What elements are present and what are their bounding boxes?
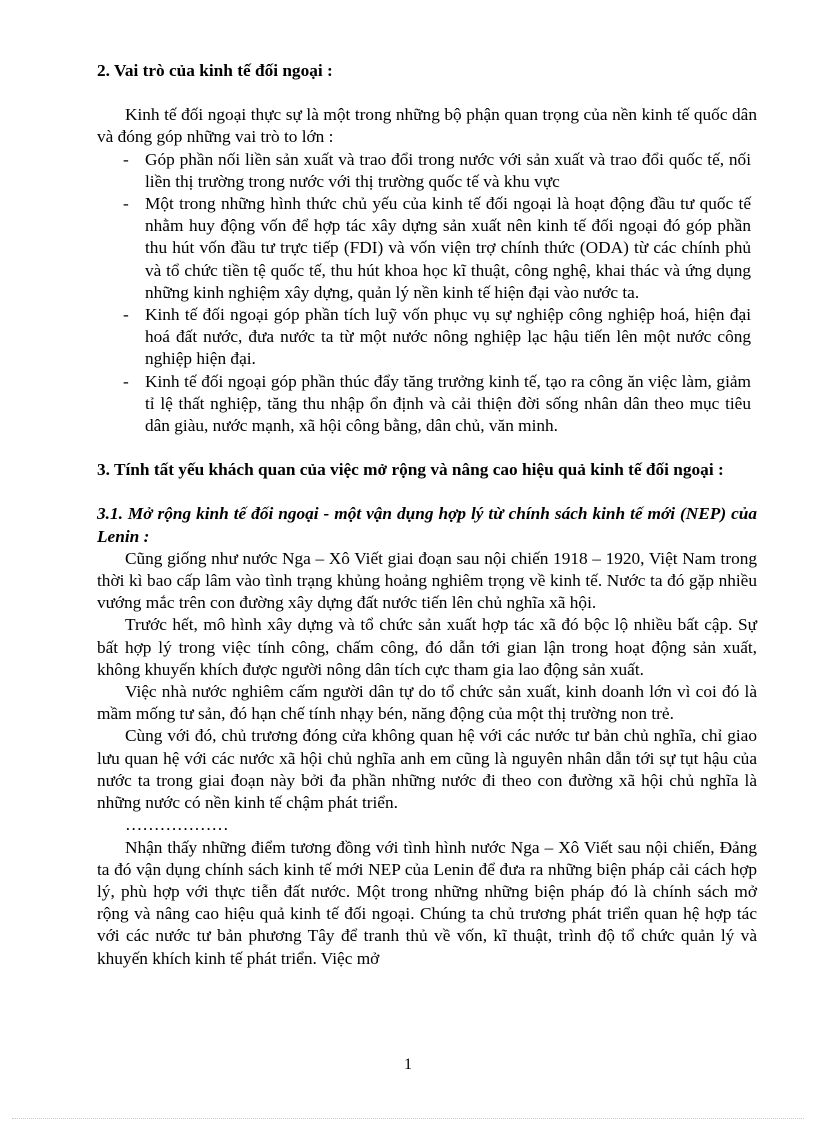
page-number: 1 [404, 1056, 412, 1073]
section-2-heading: 2. Vai trò của kinh tế đối ngoại : [97, 61, 333, 80]
body-paragraph: Cũng giống như nước Nga – Xô Viết giai đoạn sau nội chiến 1918 – 1920, Việt Nam trong thời kì bao cấp lâm vào tình trạng khủng hoảng nghiêm trọng về kinh tế. Nước ta đó gặp nhiều vướng mắc trên con đường xây dựng đất nước tiến lên chủ nghĩa xã hội. [97, 548, 757, 613]
list-item [97, 149, 757, 193]
section-2-intro: Kinh tế đối ngoại thực sự là một trong những bộ phận quan trọng của nền kinh tế quốc dân và đóng góp những vai trò to lớn : [97, 105, 757, 147]
bullet-dash: - [123, 194, 129, 214]
list-item-text: Một trong những hình thức chủ yếu của kinh tế đối ngoại là hoạt động đầu tư quốc tế nhằm huy động vốn để hợp tác xây dựng sản xuất nên kinh tế đối ngoại đó góp phần thu hút vốn đầu tư trực tiếp (FDI) và vốn viện trợ chính thức (ODA) từ các chính phủ và tổ chức tiền tệ quốc tế, thu hút khoa học kĩ thuật, công nghệ, khai thác và ứng dụng những kinh nghiệm xây dựng, quản lý nền kinh tế hiện đại vào nước ta. [145, 194, 751, 302]
list-item-text: Kinh tế đối ngoại góp phần tích luỹ vốn phục vụ sự nghiệp công nghiệp hoá, hiện đại hoá đất nước, đưa nước ta từ một nước nông nghiệp lạc hậu tiến lên một nước công nghiệp hiện đại. [145, 305, 751, 369]
spacer [97, 82, 757, 104]
body-paragraph: Trước hết, mô hình xây dựng và tổ chức sản xuất hợp tác xã đó bộc lộ nhiều bất cập. Sự bất hợp lý trong việc tính công, chấm công, đó dẫn tới gian lận trong hoạt động sản xuất, không khuyến khích được người nông dân tích cực tham gia lao động sản xuất. [97, 615, 757, 679]
role-list [97, 149, 757, 438]
body-paragraph: Nhận thấy những điểm tương đồng với tình hình nước Nga – Xô Viết sau nội chiến, Đảng ta đó vận dụng chính sách kinh tế mới NEP của Lenin để đưa ra những biện pháp cải cách hợp lý, phù hợp với thực tiễn đất nước. Một trong những những biện pháp đó là chính sách mở rộng và nâng cao hiệu quả kinh tế đối ngoại. Chúng ta chủ trương phát triển quan hệ hợp tác với các nước tư bản phương Tây để tranh thủ về vốn, kĩ thuật, trình độ tổ chức quản lý và khuyến khích kinh tế phát triển. Việc mở [97, 837, 757, 968]
bullet-dash: - [123, 149, 129, 169]
bullet-dash: - [123, 305, 129, 325]
list-item [97, 304, 757, 371]
spacer [97, 481, 757, 503]
list-item [97, 193, 757, 304]
page-bottom-divider [12, 1118, 804, 1119]
section-3-heading: 3. Tính tất yếu khách quan của việc mở rộng và nâng cao hiệu quả kinh tế đối ngoại : [97, 460, 724, 480]
list-item-text: Kinh tế đối ngoại góp phần thúc đẩy tăng trưởng kinh tế, tạo ra công ăn việc làm, giảm tỉ lệ thất nghiệp, tăng thu nhập ổn định và cải thiện đời sống nhân dân theo mục tiêu dân giàu, nước mạnh, xã hội công bằng, dân chủ, văn minh. [145, 371, 751, 436]
page-content [97, 60, 757, 970]
list-item [97, 371, 757, 438]
ellipsis-line: ……………… [125, 815, 229, 835]
spacer [97, 437, 757, 459]
body-paragraph: Cùng với đó, chủ trương đóng cửa không quan hệ với các nước tư bản chủ nghĩa, chỉ giao lưu quan hệ với các nước xã hội chủ nghĩa anh em cũng là nguyên nhân dẫn tới sự tụt hậu của nước ta trong giai đoạn này bởi đa phần những nước đi theo con đường xã hội chủ nghĩa là những nước có nền kinh tế chậm phát triển. [97, 726, 757, 813]
section-3-1-heading: 3.1. Mở rộng kinh tế đối ngoại - một vận dụng hợp lý từ chính sách kinh tế mới (NEP) của Lenin : [97, 504, 757, 546]
list-item-text: Góp phần nối liền sản xuất và trao đổi trong nước với sản xuất và trao đổi quốc tế, nối liền thị trường trong nước với thị trường quốc tế và khu vực [145, 149, 751, 191]
body-paragraph: Việc nhà nước nghiêm cấm người dân tự do tổ chức sản xuất, kinh doanh lớn vì coi đó là mầm mống tư sản, đó hạn chế tính nhạy bén, năng động của một thị trường non trẻ. [97, 682, 757, 724]
bullet-dash: - [123, 371, 129, 391]
